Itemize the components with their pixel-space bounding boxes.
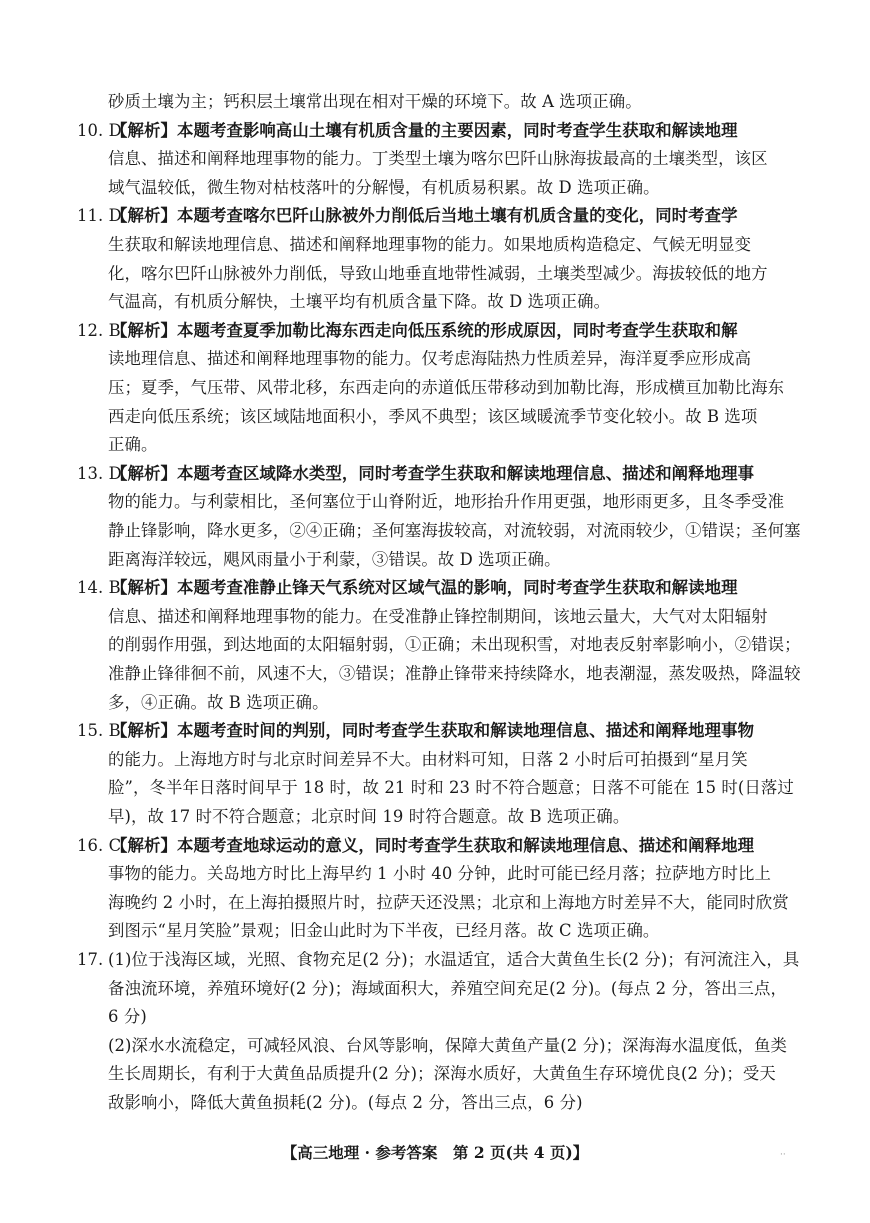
answer-line: 读地理信息、描述和阐释地理事物的能力。仅考虑海陆热力性质差异，海洋夏季应形成高 bbox=[108, 349, 752, 369]
answer-first-line bbox=[111, 121, 738, 141]
answer-line: 化，喀尔巴阡山脉被外力削低，导致山地垂直地带性减弱，土壤类型减少。海拔较低的地方 bbox=[108, 263, 768, 283]
answer-line: 早)，故 17 时不符合题意；北京时间 19 时符合题意。故 B 选项正确。 bbox=[108, 807, 630, 826]
answer-line: 备浊流环境，养殖环境好(2 分)；海域面积大，养殖空间充足(2 分)。(每点 2 分，答出三点， bbox=[108, 978, 787, 998]
question-focus: 本题考查喀尔巴阡山脉被外力削低后当地土壤有机质含量的变化，同时考查学 bbox=[176, 206, 738, 226]
answer-line: 物的能力。与利蒙相比，圣何塞位于山脊附近，地形抬升作用更强，地形雨更多，且冬季受准 bbox=[108, 492, 785, 512]
answer-line: 敌影响小，降低大黄鱼损耗(2 分)。(每点 2 分，答出三点，6 分) bbox=[108, 1093, 583, 1112]
analysis-tag: 【解析】 bbox=[111, 721, 177, 741]
question-focus: 本题考查准静止锋天气系统对区域气温的影响，同时考查学生获取和解读地理 bbox=[176, 578, 738, 598]
answer-line: 信息、描述和阐释地理事物的能力。在受准静止锋控制期间，该地云量大，大气对太阳辐射 bbox=[108, 606, 768, 626]
question-focus: 本题考查夏季加勒比海东西走向低压系统的形成原因，同时考查学生获取和解 bbox=[176, 320, 738, 340]
question-focus: 本题考查区域降水类型，同时考查学生获取和解读地理信息、描述和阐释地理事 bbox=[176, 463, 755, 483]
answer-first-line bbox=[111, 206, 738, 226]
question-focus: 本题考查时间的判别，同时考查学生获取和解读地理信息、描述和阐释地理事物 bbox=[176, 721, 755, 741]
answer-line: 距离海洋较远，飓风雨量小于利蒙，③错误。故 D 选项正确。 bbox=[108, 549, 561, 569]
answer-first-line bbox=[111, 464, 754, 484]
question-number: 16. C bbox=[77, 835, 122, 855]
analysis-tag: 【解析】 bbox=[111, 463, 177, 483]
question-number: 11. D bbox=[77, 206, 122, 226]
answer-line: 域气温较低，微生物对枯枝落叶的分解慢，有机质易积累。故 D 选项正确。 bbox=[108, 177, 660, 197]
answer-line: (2)深水水流稳定，可减轻风浪、台风等影响，保障大黄鱼产量(2 分)；深海海水温度低，鱼类 bbox=[108, 1035, 787, 1055]
answer-line: 6 分) bbox=[108, 1007, 147, 1027]
answer-first-line bbox=[111, 721, 754, 741]
question-number: 10. D bbox=[77, 120, 122, 140]
analysis-tag: 【解析】 bbox=[111, 835, 177, 855]
question-number: 12. B bbox=[77, 320, 121, 340]
answer-line: (1)位于浅海区域，光照、食物充足(2 分)；水温适宜，适合大黄鱼生长(2 分)；有河流注入，具 bbox=[108, 950, 800, 969]
answer-line: 正确。 bbox=[108, 435, 158, 455]
question-focus: 本题考查地球运动的意义，同时考查学生获取和解读地理信息、描述和阐释地理 bbox=[176, 835, 755, 855]
answer-line: 信息、描述和阐释地理事物的能力。丁类型土壤为喀尔巴阡山脉海拔最高的土壤类型，该区 bbox=[108, 149, 768, 169]
question-number: 15. B bbox=[77, 721, 121, 741]
answer-line: 海晚约 2 小时，在上海拍摄照片时，拉萨天还没黑；北京和上海地方时差异不大，能同时欣赏 bbox=[108, 892, 789, 912]
answer-line: 准静止锋徘徊不前，风速不大，③错误；准静止锋带来持续降水，地表潮湿，蒸发吸热，降温较 bbox=[108, 664, 801, 683]
analysis-tag: 【解析】 bbox=[111, 206, 177, 226]
answer-line: 西走向低压系统；该区域陆地面积小，季风不典型；该区域暖流季节变化较小。故 B 选项 bbox=[108, 406, 758, 426]
corner-mark: ·· bbox=[780, 1150, 786, 1160]
answer-first-line bbox=[111, 836, 754, 856]
answer-line: 气温高，有机质分解快，土壤平均有机质含量下降。故 D 选项正确。 bbox=[108, 292, 611, 312]
answer-first-line bbox=[111, 321, 738, 341]
answer-first-line bbox=[111, 578, 738, 598]
answer-line: 的削弱作用强，到达地面的太阳辐射弱，①正确；未出现积雪，对地表反射率影响小，②错误； bbox=[108, 635, 801, 655]
answer-line: 生长周期长，有利于大黄鱼品质提升(2 分)；深海水质好，大黄鱼生存环境优良(2 分)；受天 bbox=[108, 1064, 776, 1084]
analysis-tag: 【解析】 bbox=[111, 578, 177, 598]
analysis-tag: 【解析】 bbox=[111, 120, 177, 140]
answer-line: 事物的能力。关岛地方时比上海早约 1 小时 40 分钟，此时可能已经月落；拉萨地方时比上 bbox=[108, 864, 771, 884]
answer-line: 压；夏季，气压带、风带北移，东西走向的赤道低压带移动到加勒比海，形成横亘加勒比海东 bbox=[108, 378, 785, 397]
question-number: 13. D bbox=[77, 463, 122, 483]
answer-line: 静止锋影响，降水更多，②④正确；圣何塞海拔较高，对流较弱，对流雨较少，①错误；圣何塞 bbox=[108, 521, 801, 540]
analysis-tag: 【解析】 bbox=[111, 320, 177, 340]
answer-line: 生获取和解读地理信息、描述和阐释地理事物的能力。如果地质构造稳定、气候无明显变 bbox=[108, 235, 752, 254]
answer-line: 的能力。上海地方时与北京时间差异不大。由材料可知，日落 2 小时后可拍摄到“星月笑 bbox=[108, 749, 748, 769]
question-number: 14. B bbox=[77, 578, 121, 598]
answer-line: 到图示“星月笑脸”景观；旧金山此时为下半夜，已经月落。故 C 选项正确。 bbox=[108, 921, 660, 941]
answer-line: 脸”，冬半年日落时间早于 18 时，故 21 时和 23 时不符合题意；日落不可能在 15 时(日落过 bbox=[108, 778, 794, 798]
answer-line: 多，④正确。故 B 选项正确。 bbox=[108, 692, 329, 712]
question-focus: 本题考查影响高山土壤有机质含量的主要因素，同时考查学生获取和解读地理 bbox=[176, 120, 738, 140]
q9-continuation: 砂质土壤为主；钙积层土壤常出现在相对干燥的环境下。故 A 选项正确。 bbox=[108, 92, 642, 111]
page-footer: 【高三地理 · 参考答案 第 2 页(共 4 页)】 bbox=[281, 1143, 589, 1162]
question-number: 17. bbox=[77, 950, 104, 969]
